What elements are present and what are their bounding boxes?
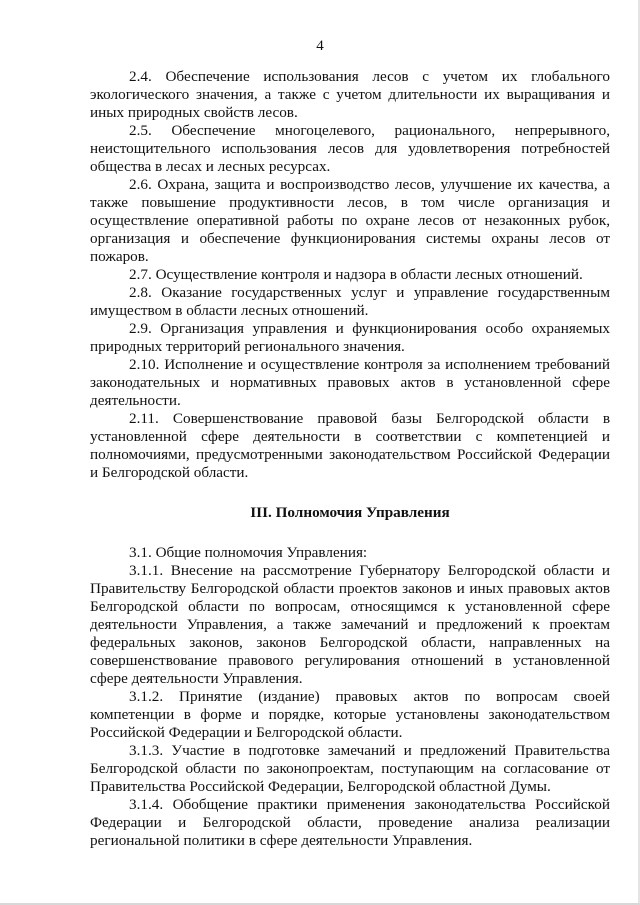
clause-3-1-2: 3.1.2. Принятие (издание) правовых актов по вопросам своей компетенции в форме и порядке, которые установлены законодательством Российской Федерации и Белгородской области. <box>90 688 610 741</box>
section-heading: III. Полномочия Управления <box>250 504 450 521</box>
document-body <box>90 68 610 850</box>
clause-3-1-4: 3.1.4. Обобщение практики применения законодательства Российской Федерации и Белгородской области, проведение анализа реализации региональной политики в сфере деятельности Управления. <box>90 796 610 849</box>
clause-3-1-3: 3.1.3. Участие в подготовке замечаний и предложений Правительства Белгородской области по законопроектам, поступающим на согласование от Правительства Российской Федерации, Белгородской областной Думы. <box>90 742 610 795</box>
clause-3-1-1: 3.1.1. Внесение на рассмотрение Губернатору Белгородской области и Правительству Белгородской области проектов законов и иных правовых актов Белгородской области по вопросам, относящимся к установленной сфере деятельности Управления, а также замечаний и предложений к проектам федеральных законов, законов Белгородской области, направленных на совершенствование правового регулирования отношений в установленной сфере деятельности Управления. <box>90 562 610 687</box>
clause-2-10: 2.10. Исполнение и осуществление контроля за исполнением требований законодательных и нормативных правовых актов в установленной сфере деятельности. <box>90 356 610 409</box>
page-number: 4 <box>316 38 324 54</box>
clause-2-5: 2.5. Обеспечение многоцелевого, рационального, непрерывного, неистощительного использования лесов для удовлетворения потребностей общества в лесах и лесных ресурсах. <box>90 122 610 175</box>
clause-2-7: 2.7. Осуществление контроля и надзора в области лесных отношений. <box>129 266 583 283</box>
clause-2-4: 2.4. Обеспечение использования лесов с учетом их глобального экологического значения, а также с учетом длительности их выращивания и иных природных свойств лесов. <box>90 68 610 121</box>
clause-2-8: 2.8. Оказание государственных услуг и управление государственным имуществом в области лесных отношений. <box>90 284 610 319</box>
clause-2-11: 2.11. Совершенствование правовой базы Белгородской области в установленной сфере деятельности в соответствии с компетенцией и полномочиями, предусмотренными законодательством Российской Федерации и Белгородской области. <box>90 410 610 481</box>
clause-3-1: 3.1. Общие полномочия Управления: <box>129 544 368 561</box>
clause-2-6: 2.6. Охрана, защита и воспроизводство лесов, улучшение их качества, а также повышение продуктивности лесов, в том числе организация и осуществление оперативной работы по охране лесов от незаконных рубок, организация и обеспечение функционирования системы охраны лесов от пожаров. <box>90 176 610 265</box>
clause-2-9: 2.9. Организация управления и функционирования особо охраняемых природных территорий регионального значения. <box>90 320 610 355</box>
